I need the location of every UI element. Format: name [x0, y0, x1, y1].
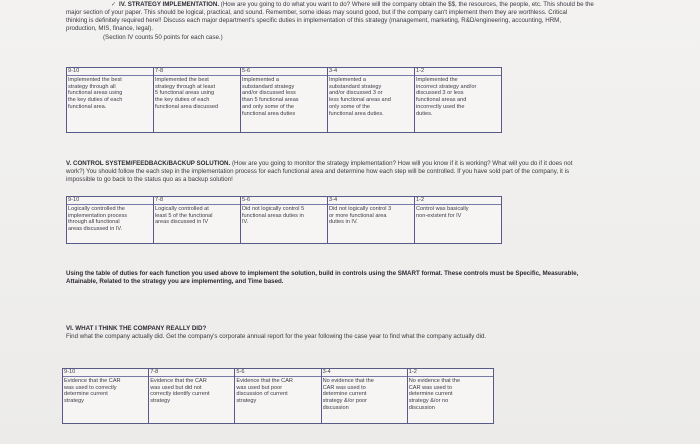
- rubric-text: areas discussed in IV: [155, 219, 209, 226]
- rubric-text: Logically controlled at: [155, 205, 209, 212]
- section6-question: Find what the company actually did. Get the company's corporate annual report for the year following the case year to find what the company actually did.: [66, 333, 487, 340]
- rubric-text: strategy &/or no: [408, 398, 449, 405]
- table-row: [67, 68, 502, 133]
- rubric-text: Control was basically: [416, 205, 469, 212]
- rubric-text: Evidence that the CAR: [150, 377, 207, 384]
- rubric-score: 3-4: [322, 369, 407, 377]
- rubric-text: duties in IV.: [329, 219, 358, 226]
- rubric-text: 5 functional areas using: [155, 90, 215, 97]
- rubric-text: discussion: [408, 404, 435, 411]
- rubric-text: determine current: [322, 391, 367, 398]
- rubric-cell: [241, 197, 328, 244]
- rubric-cell: [67, 197, 154, 244]
- section4-rubric-table: [66, 67, 502, 133]
- section4-question-line-4: production, MIS, finance, legal).: [66, 25, 154, 32]
- rubric-text: non-existent for IV: [416, 212, 462, 219]
- rubric-cell: [154, 68, 241, 133]
- rubric-text: and only some of the: [242, 103, 294, 110]
- rubric-text: than 5 functional areas: [242, 97, 299, 104]
- rubric-text: discussion: [322, 404, 349, 411]
- rubric-text: discussion of current: [236, 391, 288, 398]
- rubric-text: Evidence that the CAR: [64, 377, 121, 384]
- rubric-score: 1-2: [415, 68, 501, 76]
- rubric-cell: [63, 369, 149, 424]
- rubric-text: No evidence that the: [322, 377, 374, 384]
- section5-question-line-2: work?) You should follow the each step in the implementation process for each functional area and determine how each step will be controlled. If you have sold part of the company, it is: [66, 168, 570, 175]
- rubric-text: was used but poor: [236, 384, 283, 391]
- rubric-text: correctly identify current: [150, 391, 210, 398]
- rubric-text: IV.: [242, 219, 249, 226]
- section5-question-line-1: (How are you going to monitor the strategy implementation? How will you know if it is working? What will you do if it does not: [231, 160, 573, 167]
- rubric-score: 3-4: [328, 68, 414, 76]
- rubric-text: strategy through all: [68, 83, 116, 90]
- rubric-text: Implemented the best: [68, 76, 122, 83]
- rubric-cell: [328, 68, 415, 133]
- section4-first-line: [119, 1, 699, 9]
- section5-first-line: [66, 160, 698, 168]
- rubric-text: strategy: [150, 398, 171, 405]
- rubric-cell: [241, 68, 328, 133]
- rubric-cell: [321, 369, 407, 424]
- section4-question-line-1: (How are you going to do what you want to do? Where will the company obtain the $$, the resources, the people, etc. This should be the: [220, 1, 594, 8]
- section6-rubric-table: [62, 368, 494, 424]
- section5-heading: V. CONTROL SYSTEM/FEEDBACK/BACKUP SOLUTION.: [66, 160, 231, 167]
- rubric-text: was used but did not: [150, 384, 202, 391]
- rubric-text: the key duties of each: [68, 97, 123, 104]
- rubric-text: CAR was used to: [322, 384, 366, 391]
- section4-question-line-3: thinking is definitely required here!! Discuss each major department's specific duties in implementation of this strategy (management, marketing, R&D/engineering, accounting, HRM,: [66, 17, 562, 24]
- rubric-text: implementation process: [68, 212, 128, 219]
- rubric-cell: [149, 369, 235, 424]
- rubric-text: Implemented the: [416, 76, 458, 83]
- section6-heading: VI. WHAT I THINK THE COMPANY REALLY DID?: [66, 325, 207, 332]
- rubric-cell: [154, 197, 241, 244]
- section5-smart-note-line-1: Using the table of duties for each function you used above to implement the solution, build in controls using the SMART format. These controls must be Specific, Measurable,: [66, 270, 579, 277]
- rubric-text: strategy: [64, 398, 84, 405]
- rubric-text: determine current: [64, 391, 108, 398]
- rubric-text: Evidence that the CAR: [236, 377, 293, 384]
- rubric-text: duties.: [416, 110, 433, 117]
- rubric-text: functional area.: [68, 103, 107, 110]
- rubric-cell: [67, 68, 154, 133]
- rubric-text: No evidence that the: [408, 377, 461, 384]
- rubric-score: 3-4: [328, 197, 414, 205]
- rubric-text: and/or discussed 3 or: [329, 90, 383, 97]
- rubric-text: incorrectly used the: [416, 103, 465, 110]
- table-row: [67, 197, 502, 244]
- rubric-text: Implemented a: [242, 76, 280, 83]
- rubric-text: Did not logically control 3: [329, 205, 392, 212]
- rubric-score: 9-10: [67, 68, 153, 76]
- rubric-text: functional areas using: [68, 90, 123, 97]
- rubric-score: 1-2: [408, 369, 493, 377]
- section4-question-line-2: major section of your paper. This should be logical, practical, and sound. Remember, some ideas may sound good, but if the company can't implement them they are worthless. Critical: [66, 9, 568, 16]
- rubric-score: 7-8: [154, 197, 240, 205]
- section5-question-line-3: impossible to go back to the status quo as a backup solution!: [66, 176, 233, 183]
- rubric-text: incorrect strategy and/or: [416, 83, 477, 90]
- rubric-text: functional areas duties in: [242, 212, 304, 219]
- rubric-cell: [415, 68, 502, 133]
- section5-rubric-table: [66, 196, 502, 244]
- rubric-text: Logically controlled the: [68, 205, 125, 212]
- rubric-score: 5-6: [241, 197, 327, 205]
- rubric-text: substandard strategy: [329, 83, 382, 90]
- rubric-text: functional area discussed: [155, 103, 219, 110]
- rubric-text: least 5 of the functional: [155, 212, 213, 219]
- rubric-score: 7-8: [154, 68, 240, 76]
- rubric-text: Implemented a: [329, 76, 367, 83]
- checkmark-icon: ✓: [111, 2, 117, 8]
- rubric-text: strategy: [236, 398, 257, 405]
- rubric-cell: [328, 197, 415, 244]
- rubric-score: 1-2: [415, 197, 501, 205]
- rubric-text: functional areas and: [416, 97, 467, 104]
- rubric-text: or more functional area: [329, 212, 387, 219]
- rubric-text: determine current: [408, 391, 453, 398]
- table-row: [63, 369, 494, 424]
- rubric-cell: [235, 369, 321, 424]
- rubric-text: was used to correctly: [64, 384, 117, 391]
- rubric-text: functional area duties: [242, 110, 296, 117]
- rubric-text: discussed 3 or less: [416, 90, 464, 97]
- rubric-score: 7-8: [149, 369, 234, 377]
- rubric-cell: [415, 197, 502, 244]
- rubric-text: substandard strategy: [242, 83, 295, 90]
- rubric-cell: [407, 369, 493, 424]
- rubric-text: Did not logically control 5: [242, 205, 305, 212]
- rubric-text: functional area duties.: [329, 110, 384, 117]
- rubric-text: less functional areas and: [329, 97, 391, 104]
- rubric-score: 5-6: [235, 369, 320, 377]
- rubric-score: 5-6: [241, 68, 327, 76]
- rubric-text: CAR was used to: [408, 384, 452, 391]
- rubric-text: only some of the: [329, 103, 371, 110]
- rubric-text: and/or discussed less: [242, 90, 296, 97]
- section4-points-note: (Section IV counts 50 points for each case.): [103, 34, 223, 41]
- rubric-score: 9-10: [63, 369, 148, 377]
- rubric-text: the key duties of each: [155, 97, 210, 104]
- rubric-text: strategy &/or poor: [322, 398, 368, 405]
- rubric-text: strategy through at least: [155, 83, 216, 90]
- rubric-text: through all functional: [68, 219, 120, 226]
- rubric-score: 9-10: [67, 197, 153, 205]
- rubric-text: areas discussed in IV.: [68, 226, 123, 233]
- section5-smart-note-line-2: Attainable, Related to the strategy you are implementing, and Time based.: [66, 278, 284, 285]
- section4-heading: IV. STRATEGY IMPLEMENTATION.: [119, 1, 220, 8]
- rubric-text: Implemented the best: [155, 76, 209, 83]
